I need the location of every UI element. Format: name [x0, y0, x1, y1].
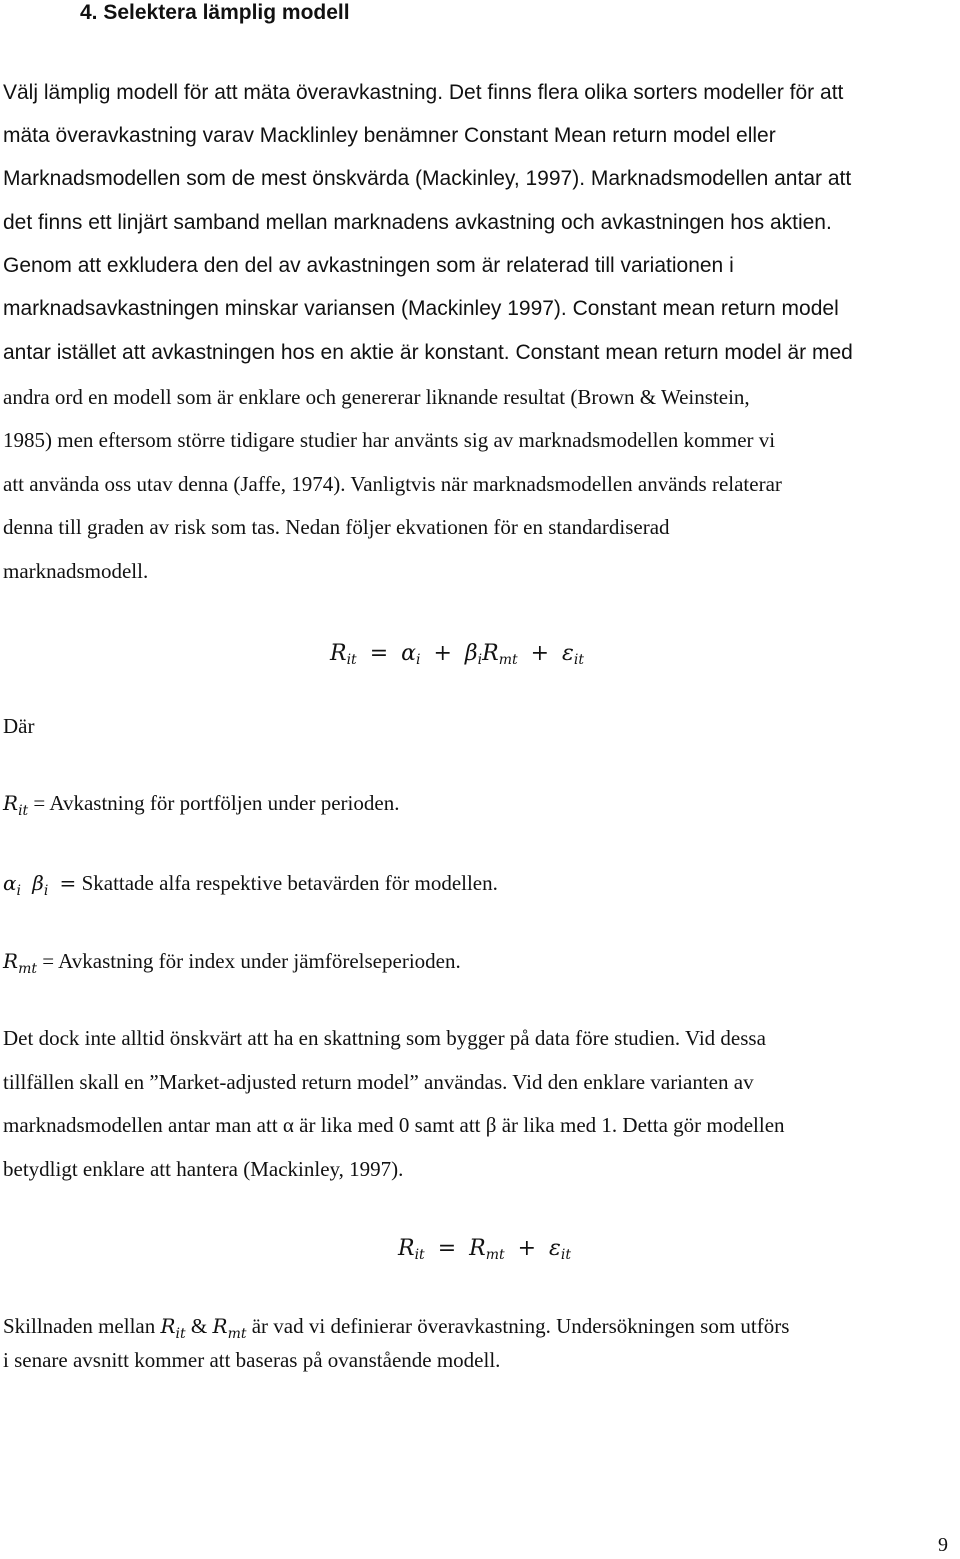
- para1-line-2: mäta överavkastning varav Macklinley benämner Constant Mean return model eller: [3, 124, 776, 147]
- para1-line-5: Genom att exkludera den del av avkastningen som är relaterad till variationen i: [3, 254, 734, 277]
- para2-line-2: tillfällen skall en ”Market-adjusted return model” användas. Vid den enklare varianten av: [3, 1070, 754, 1094]
- para1-line-8: andra ord en modell som är enklare och genererar liknande resultat (Brown & Weinstein,: [3, 385, 750, 409]
- para1-line-6: marknadsavkastningen minskar variansen (Mackinley 1997). Constant mean return model: [3, 297, 839, 320]
- para1-line-7: antar istället att avkastningen hos en aktie är konstant. Constant mean return model är med: [3, 341, 853, 364]
- para1-line-3: Marknadsmodellen som de mest önskvärda (Mackinley, 1997). Marknadsmodellen antar att: [3, 167, 852, 190]
- definition-r-it: $R_{it}$ = Avkastning för portföljen under perioden.: [3, 791, 400, 820]
- para1-line-1: Välj lämplig modell för att mäta överavkastning. Det finns flera olika sorters modeller för att: [3, 81, 844, 104]
- para1-line-9: 1985) men eftersom större tidigare studier har använts sig av marknadsmodellen kommer vi: [3, 428, 776, 452]
- para2-line-1: Det dock inte alltid önskvärt att ha en skattning som bygger på data före studien. Vid dessa: [3, 1026, 766, 1050]
- market-adjusted-equation: $R_{it} = R_{mt} + \varepsilon_{it}$: [398, 1236, 571, 1263]
- para2-line-3: marknadsmodellen antar man att α är lika med 0 samt att β är lika med 1. Detta gör modellen: [3, 1113, 785, 1137]
- definition-r-mt: $R_{mt}$ = Avkastning för index under jämförelseperioden.: [3, 949, 461, 978]
- section-heading: 4. Selektera lämplig modell: [80, 1, 350, 24]
- where-label: Där: [3, 714, 35, 738]
- para1-line-12: marknadsmodell.: [3, 559, 149, 583]
- market-model-equation: $R_{it} = \alpha_i + \beta_iR_{mt} + \varepsilon_{it}$: [330, 641, 584, 668]
- para1-line-10: att använda oss utav denna (Jaffe, 1974). Vanligtvis när marknadsmodellen används relaterar: [3, 472, 782, 496]
- para3-line-2: i senare avsnitt kommer att baseras på ovanstående modell.: [3, 1348, 501, 1372]
- para2-line-4: betydligt enklare att hantera (Mackinley, 1997).: [3, 1157, 404, 1181]
- page-number: 9: [938, 1534, 948, 1556]
- definition-alpha-beta: $\alpha_i$ $\beta_i$ = Skattade alfa respektive betavärden för modellen.: [3, 871, 498, 900]
- para3-line-1: Skillnaden mellan $R_{it}$ & $R_{mt}$ är vad vi definierar överavkastning. Undersökningen som utförs: [3, 1314, 790, 1343]
- para1-line-11: denna till graden av risk som tas. Nedan följer ekvationen för en standardiserad: [3, 515, 670, 539]
- para1-line-4: det finns ett linjärt samband mellan marknadens avkastning och avkastningen hos aktien.: [3, 211, 832, 234]
